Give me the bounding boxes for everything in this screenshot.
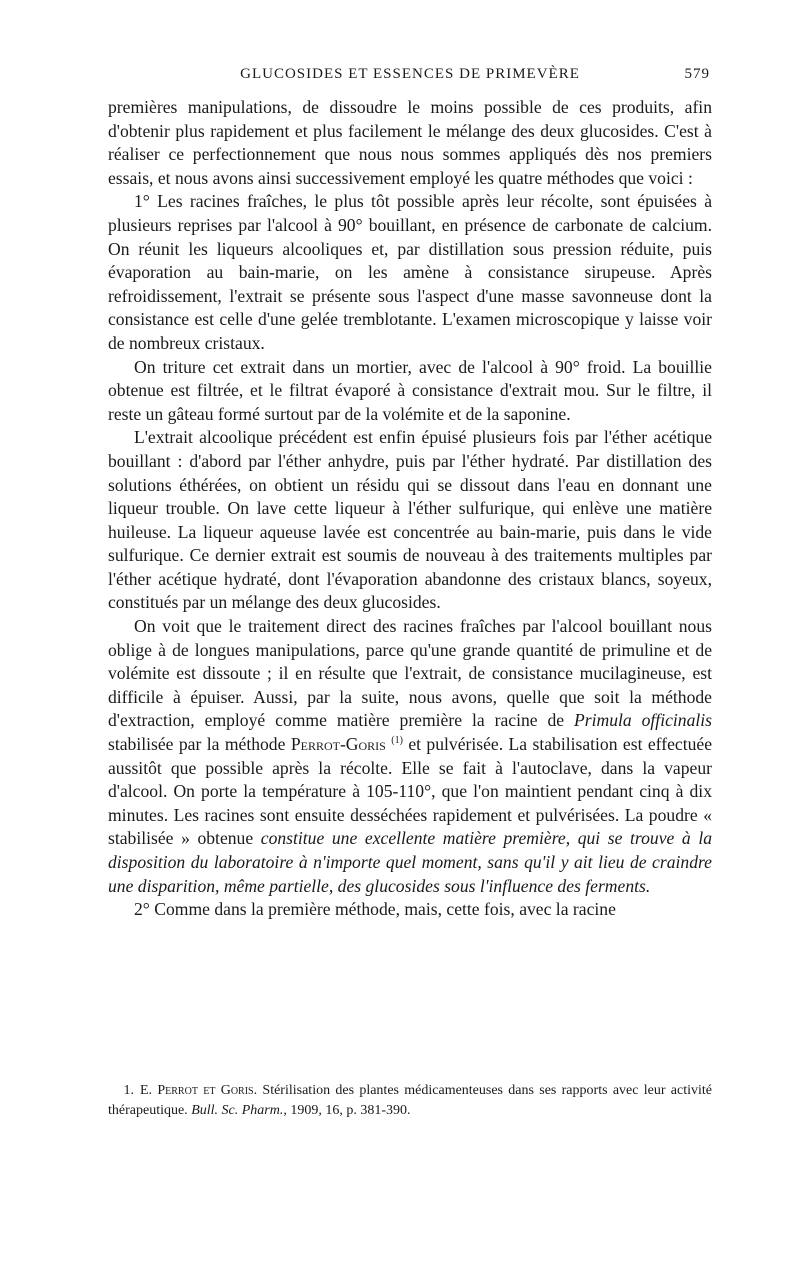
body-text	[108, 96, 712, 922]
footnote-number: 1.	[123, 1083, 134, 1098]
stabilisation-text-1: On voit que le traitement direct des racines fraîches par l'alcool bouillant nous oblige à de longues manipulations, parce qu'une grande quantité de primuline et de volémite est dissoute ; il en résulte que l'extrait, de consistance mucilagineuse, est difficile à épuiser. Aussi, par la suite, nous avons, quelle que soit la méthode d'extraction, employé comme matière première la racine de	[108, 616, 712, 731]
paragraph-stabilisation	[108, 615, 712, 898]
running-head	[110, 66, 710, 88]
running-title: GLUCOSIDES ET ESSENCES DE PRIMEVÈRE	[240, 66, 580, 82]
paragraph-continuation: premières manipulations, de dissoudre le moins possible de ces produits, afin d'obtenir plus rapidement et plus facilement le mélange des deux glucosides. C'est à réaliser ce perfectionnement que nous nous sommes appliqués dès nos premiers essais, et nous avons ainsi successivement employé les quatre méthodes que voici :	[108, 97, 712, 188]
footnote-journal: Bull. Sc. Pharm.	[191, 1103, 284, 1118]
paragraph-method-1: 1° Les racines fraîches, le plus tôt possible après leur récolte, sont épuisées à plusieurs reprises par l'alcool à 90° bouillant, en présence de carbonate de calcium. On réunit les liqueurs alcooliques et, par distillation sous pression réduite, puis évaporation au bain-marie, on les amène à consistance sirupeuse. Après refroidissement, l'extrait se présente sous l'aspect d'une masse savonneuse dont la consistance est celle d'une gelée tremblotante. L'examen microscopique y laisse voir de nombreux cristaux.	[108, 191, 712, 353]
paragraph-method-2: 2° Comme dans la première méthode, mais, cette fois, avec la racine	[134, 899, 616, 920]
stabilisation-emphasis: constitue une excellente matière première, qui se trouve à la disposition du laboratoire à n'importe quel moment, sans qu'il y ait lieu de craindre une disparition, même partielle, des glucosides sous l'influence des ferments.	[108, 828, 712, 896]
page-number: 579	[684, 66, 710, 82]
species-name: Primula officinalis	[574, 710, 713, 731]
footnote-citation: , 1909, 16, p. 381-390.	[283, 1103, 411, 1118]
method-authors: Perrot-Goris	[290, 734, 386, 755]
paragraph-trituration: On triture cet extrait dans un mortier, avec de l'alcool à 90° froid. La bouillie obtenue est filtrée, et le filtrat évaporé à consistance d'extrait mou. Sur le filtre, il reste un gâteau formé surtout par de la volémite et de la saponine.	[108, 356, 712, 424]
footnote-reference[interactable]: (1)	[391, 735, 403, 747]
footnote-title: Stérilisation des plantes médicamenteuses dans ses rapports avec leur activité thérapeutique.	[108, 1083, 713, 1118]
footnote	[108, 1081, 712, 1121]
stabilisation-text-2: stabilisée par la méthode	[108, 734, 291, 755]
footnote-authors: Perrot et Goris.	[157, 1083, 258, 1098]
footnote-author-initial: E.	[140, 1083, 153, 1098]
paragraph-ether-extraction: L'extrait alcoolique précédent est enfin épuisé plusieurs fois par l'éther acétique bouillant : d'abord par l'éther anhydre, puis par l'éther hydraté. Par distillation des solutions éthérées, on obtient un résidu qui se dissout dans l'eau en donnant une liqueur trouble. On lave cette liqueur à l'éther sulfurique, qui enlève une matière huileuse. La liqueur aqueuse lavée est concentrée au bain-marie, puis dans le vide sulfurique. Ce dernier extrait est soumis de nouveau à des traitements multiples par l'éther acétique hydraté, dont l'évaporation abandonne des cristaux blancs, soyeux, constitués par un mélange des deux glucosides.	[108, 427, 712, 613]
stabilisation-text-3: et pulvérisée. La stabilisation est effectuée aussitôt que possible après la récolte. Elle se fait à l'autoclave, dans la vapeur d'alcool. On porte la température à 105-110°, que l'on maintient pendant cinq à dix minutes. Les racines sont ensuite desséchées rapidement et pulvérisées. La poudre « stabilisée » obtenue	[108, 734, 712, 849]
